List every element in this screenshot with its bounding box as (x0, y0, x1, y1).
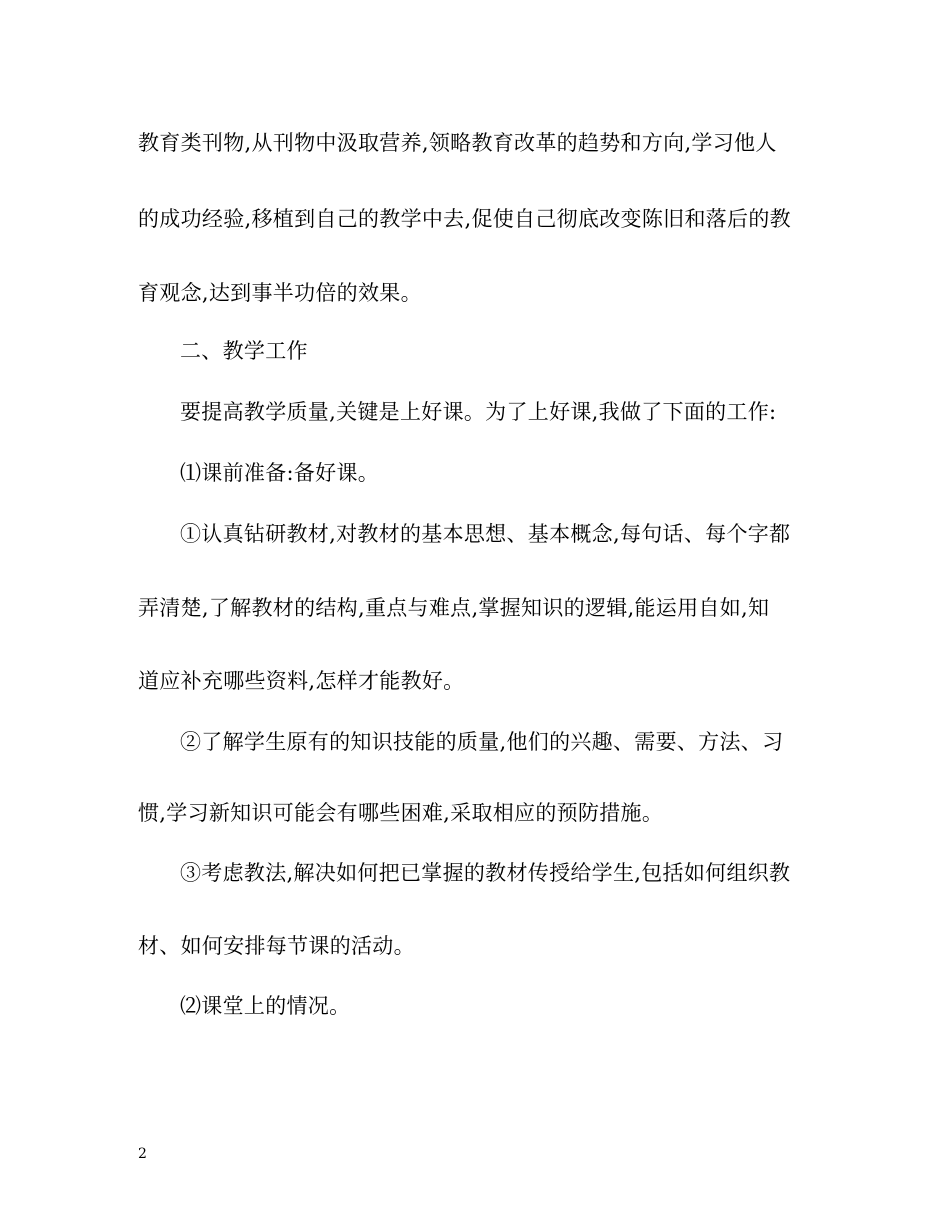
text-line: 教育类刊物,从刊物中汲取营养,领略教育改革的趋势和方向,学习他人 (138, 131, 777, 155)
subsection-heading: ⑵课堂上的情况。 (180, 994, 351, 1018)
text-line: 育观念,达到事半功倍的效果。 (138, 281, 422, 305)
text-line: ①认真钻研教材,对教材的基本思想、基本概念,每句话、每个字都 (180, 522, 791, 546)
page-number: 2 (138, 1146, 147, 1162)
text-line: 惯,学习新知识可能会有哪些困难,采取相应的预防措施。 (138, 801, 664, 825)
text-line: 的成功经验,移植到自己的教学中去,促使自己彻底改变陈旧和落后的教 (138, 207, 791, 231)
text-line: 要提高教学质量,关键是上好课。为了上好课,我做了下面的工作: (180, 400, 777, 424)
section-heading: 二、教学工作 (180, 339, 308, 363)
text-line: ②了解学生原有的知识技能的质量,他们的兴趣、需要、方法、习 (180, 730, 784, 754)
text-line: 材、如何安排每节课的活动。 (138, 934, 415, 958)
text-line: 道应补充哪些资料,怎样才能教好。 (138, 669, 465, 693)
subsection-heading: ⑴课前准备:备好课。 (180, 461, 380, 485)
text-line: 弄清楚,了解教材的结构,重点与难点,掌握知识的逻辑,能运用自如,知 (138, 596, 770, 620)
text-line: ③考虑教法,解决如何把已掌握的教材传授给学生,包括如何组织教 (180, 861, 791, 885)
